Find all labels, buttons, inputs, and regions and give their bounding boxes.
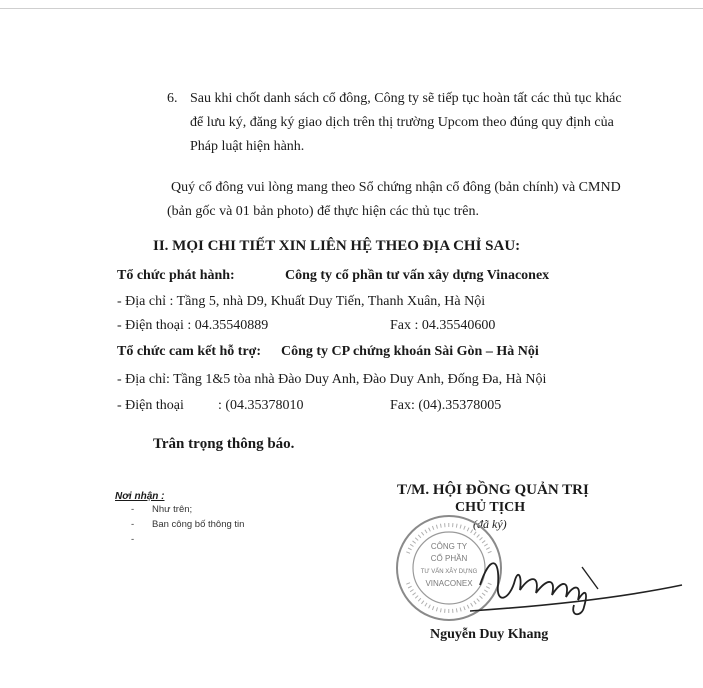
- seal-line: TƯ VẤN XÂY DỰNG: [420, 569, 478, 575]
- section2-heading: II. MỌI CHI TIẾT XIN LIÊN HỆ THEO ĐỊA CHỈ SAU:: [153, 238, 521, 254]
- signature-signed-note: (đã ký): [473, 517, 507, 531]
- item6-line-2: để lưu ký, đăng ký giao dịch trên thị trường Upcom theo đúng quy định của: [190, 115, 614, 130]
- recipient-item: Như trên;: [152, 504, 193, 515]
- underwriter-address: - Địa chỉ: Tầng 1&5 tòa nhà Đào Duy Anh, Đào Duy Anh, Đống Đa, Hà Nội: [117, 372, 547, 387]
- issuer-fax: Fax : 04.35540600: [390, 318, 496, 333]
- recipient-bullet: -: [131, 504, 135, 515]
- handwritten-signature: [470, 545, 685, 625]
- underwriter-phone-label: - Điện thoại: [117, 398, 184, 413]
- issuer-address: - Địa chỉ : Tầng 5, nhà D9, Khuất Duy Tiến, Thanh Xuân, Hà Nội: [117, 294, 486, 309]
- issuer-phone: - Điện thoại : 04.35540889: [117, 318, 269, 333]
- signature-role: CHỦ TỊCH: [455, 500, 526, 515]
- note-line-1: Quý cổ đông vui lòng mang theo Sổ chứng nhận cổ đông (bản chính) và CMND: [171, 180, 621, 195]
- seal-line: VINACONEX: [425, 579, 473, 588]
- item6-line-1: Sau khi chốt danh sách cổ đông, Công ty sẽ tiếp tục hoàn tất các thủ tục khác: [190, 91, 622, 106]
- signer-name: Nguyễn Duy Khang: [430, 627, 549, 642]
- recipient-item: Ban công bố thông tin: [152, 519, 245, 530]
- issuer-name: Công ty cổ phần tư vấn xây dựng Vinaconex: [285, 268, 550, 283]
- underwriter-label: Tổ chức cam kết hỗ trợ:: [117, 344, 262, 359]
- underwriter-phone: : (04.35378010: [218, 398, 304, 413]
- recipients-title: Nơi nhận :: [115, 491, 165, 502]
- underwriter-name: Công ty CP chứng khoán Sài Gòn – Hà Nội: [281, 344, 539, 359]
- recipient-bullet: -: [131, 534, 135, 545]
- page-top-edge: [0, 8, 703, 9]
- closing-text: Trân trọng thông báo.: [153, 436, 295, 452]
- item-number: 6.: [167, 91, 178, 106]
- recipient-bullet: -: [131, 519, 135, 530]
- note-line-2: (bản gốc và 01 bản photo) để thực hiện các thủ tục trên.: [167, 204, 479, 219]
- issuer-label: Tổ chức phát hành:: [117, 268, 235, 283]
- item6-line-3: Pháp luật hiện hành.: [190, 139, 305, 154]
- underwriter-fax: Fax: (04).35378005: [390, 398, 502, 413]
- seal-line: CỔ PHẦN: [430, 554, 468, 563]
- signature-org: T/M. HỘI ĐỒNG QUẢN TRỊ: [397, 482, 589, 498]
- seal-line: CÔNG TY: [430, 542, 468, 551]
